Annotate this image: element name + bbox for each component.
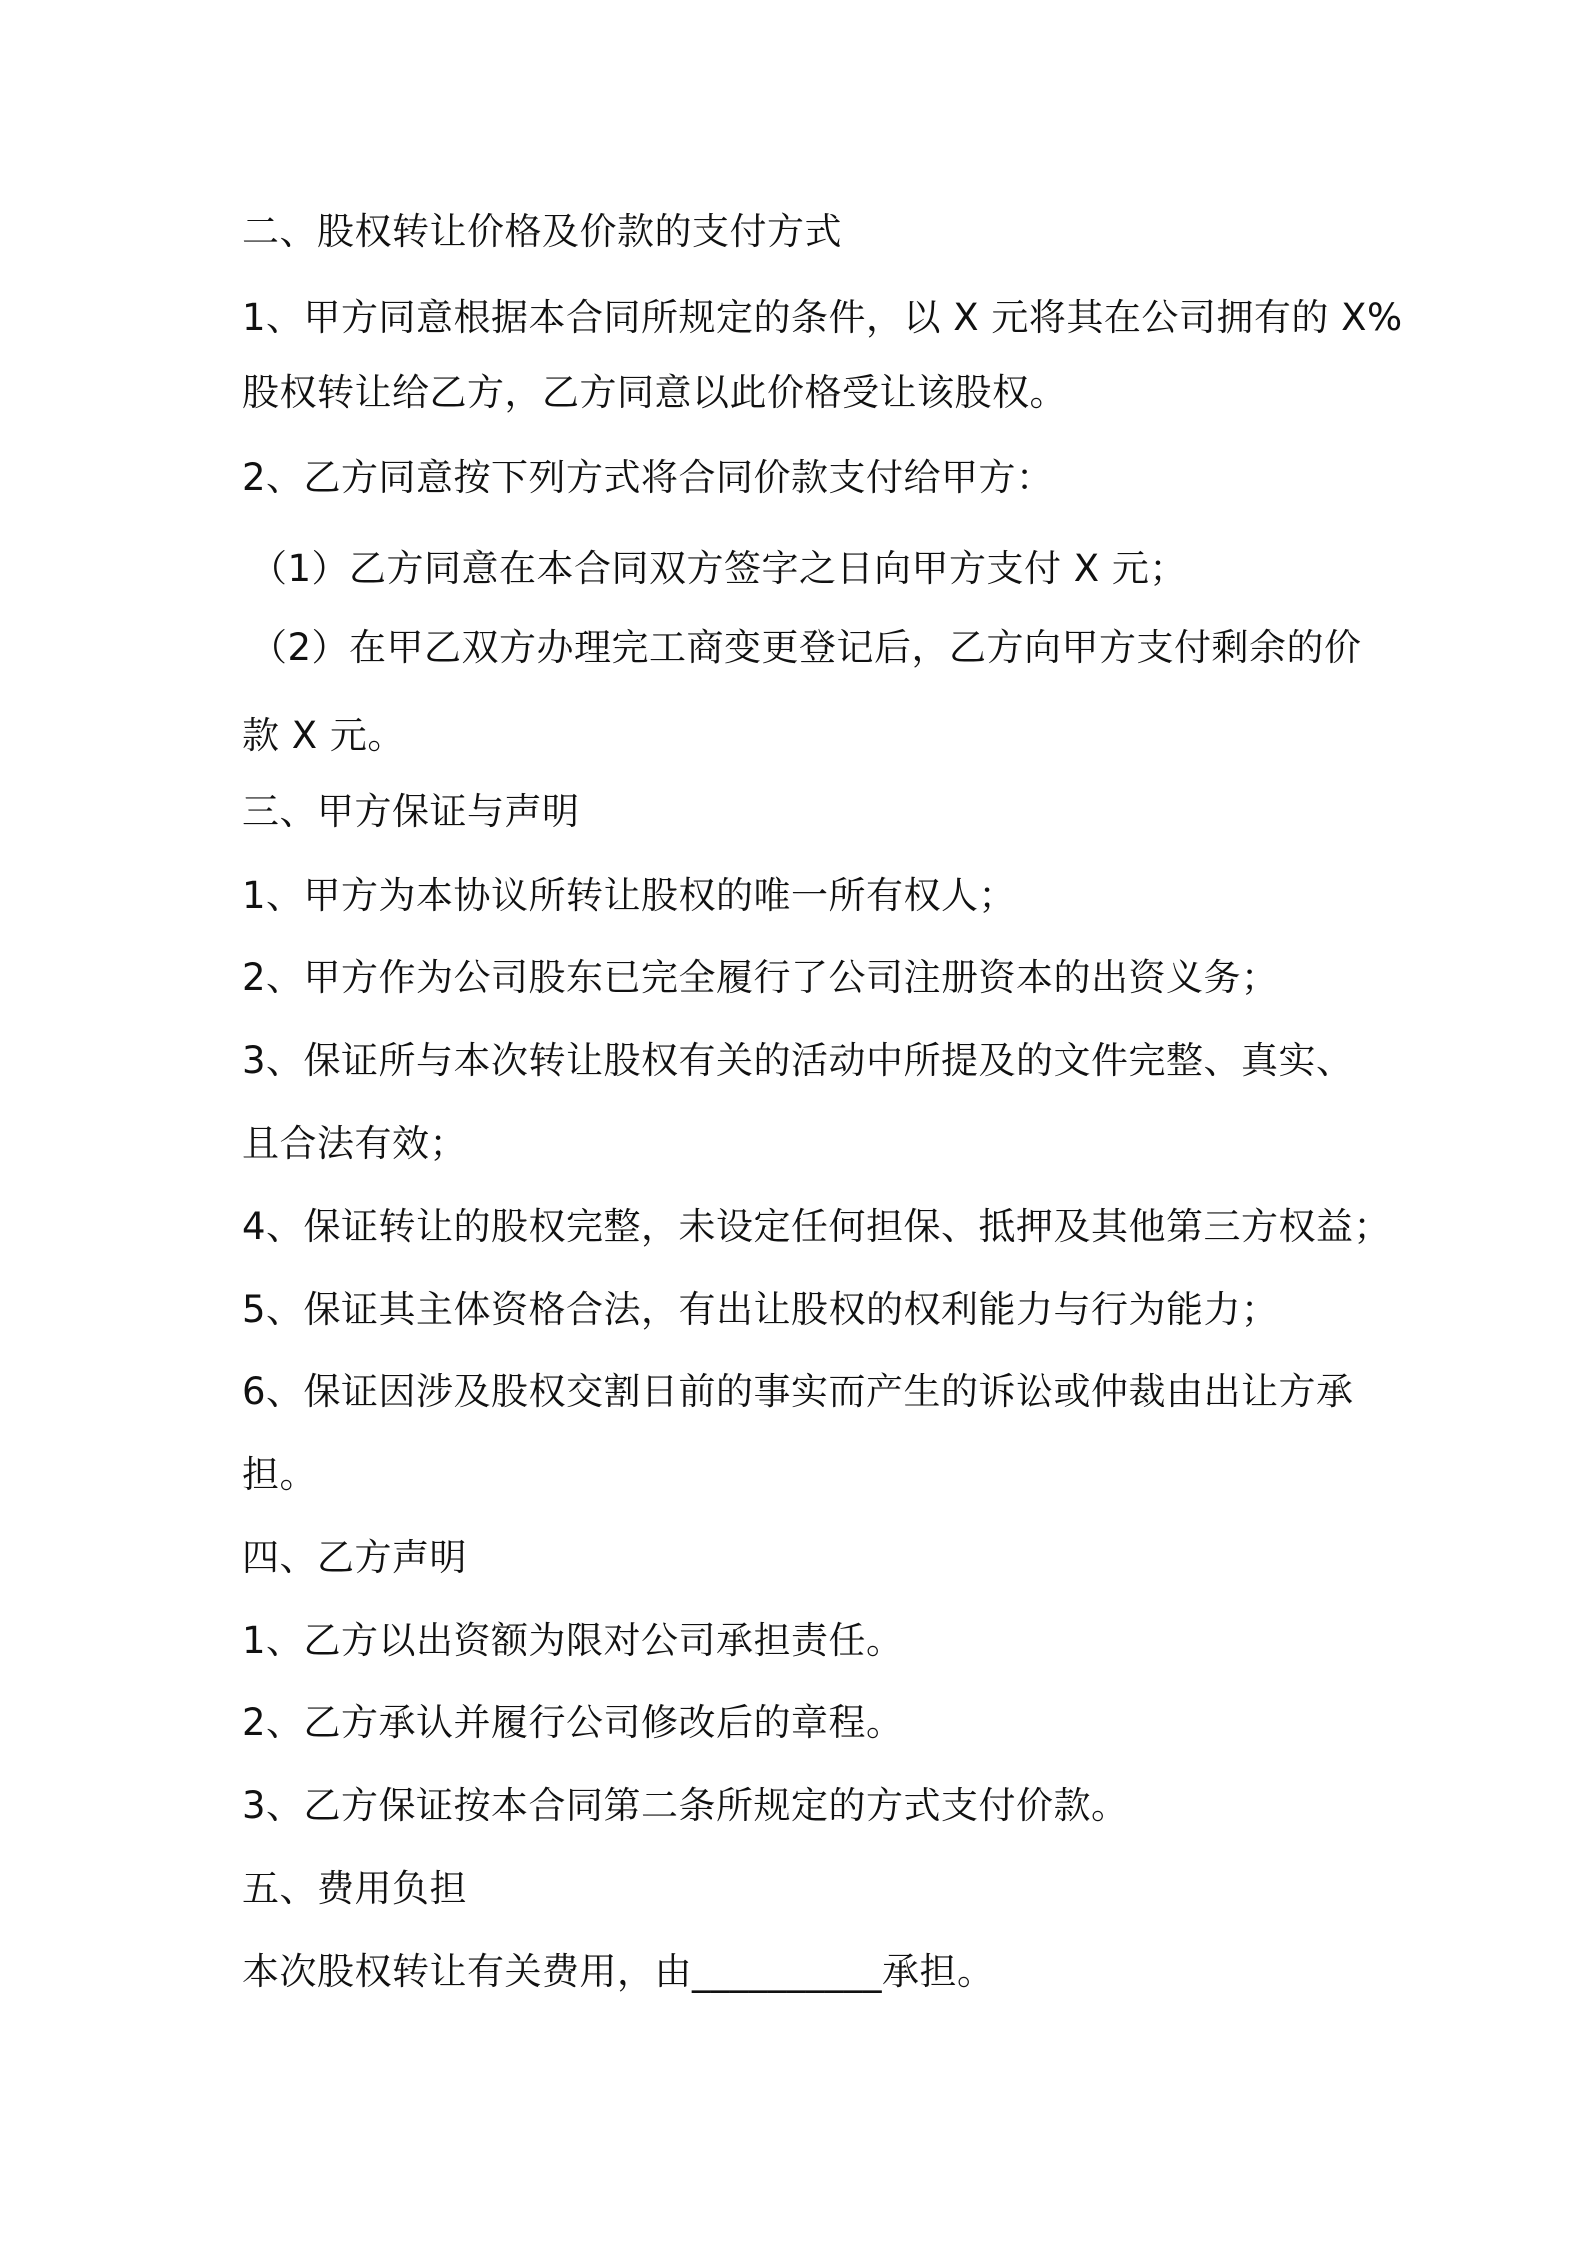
clause-line: 2、甲方作为公司股东已完全履行了公司注册资本的出资义务；	[242, 956, 1279, 999]
clause-line: 担。	[242, 1453, 317, 1496]
clause-line: 且合法有效；	[242, 1122, 467, 1165]
clause-line: 4、保证转让的股权完整，未设定任何担保、抵押及其他第三方权益；	[242, 1205, 1392, 1248]
clause-line: 1、乙方以出资额为限对公司承担责任。	[242, 1619, 904, 1662]
section-heading-party-a-warranties: 三、甲方保证与声明	[242, 790, 580, 833]
clause-line: 1、甲方同意根据本合同所规定的条件，以 X 元将其在公司拥有的 X%	[242, 296, 1403, 339]
clause-line: 股权转让给乙方，乙方同意以此价格受让该股权。	[242, 371, 1067, 414]
sub-clause-line: （2）在甲乙双方办理完工商变更登记后，乙方向甲方支付剩余的价	[250, 626, 1362, 669]
clause-line: 3、乙方保证按本合同第二条所规定的方式支付价款。	[242, 1784, 1129, 1827]
clause-line: 1、甲方为本协议所转让股权的唯一所有权人；	[242, 874, 1017, 917]
clause-line: 3、保证所与本次转让股权有关的活动中所提及的文件完整、真实、	[242, 1039, 1354, 1082]
sub-clause-line: （1）乙方同意在本合同双方签字之日向甲方支付 X 元；	[250, 547, 1187, 590]
clause-line: 5、保证其主体资格合法，有出让股权的权利能力与行为能力；	[242, 1288, 1279, 1331]
section-heading-party-b-declaration: 四、乙方声明	[242, 1536, 467, 1579]
clause-line: 款 X 元。	[242, 714, 405, 757]
clause-line: 6、保证因涉及股权交割日前的事实而产生的诉讼或仲裁由出让方承	[242, 1370, 1354, 1413]
clause-line-fee-bearer: 本次股权转让有关费用，由__________承担。	[242, 1950, 995, 1993]
clause-line: 2、乙方承认并履行公司修改后的章程。	[242, 1701, 904, 1744]
section-heading-price-payment: 二、股权转让价格及价款的支付方式	[242, 210, 842, 253]
section-heading-fees: 五、费用负担	[242, 1867, 467, 1910]
clause-line: 2、乙方同意按下列方式将合同价款支付给甲方：	[242, 456, 1054, 499]
